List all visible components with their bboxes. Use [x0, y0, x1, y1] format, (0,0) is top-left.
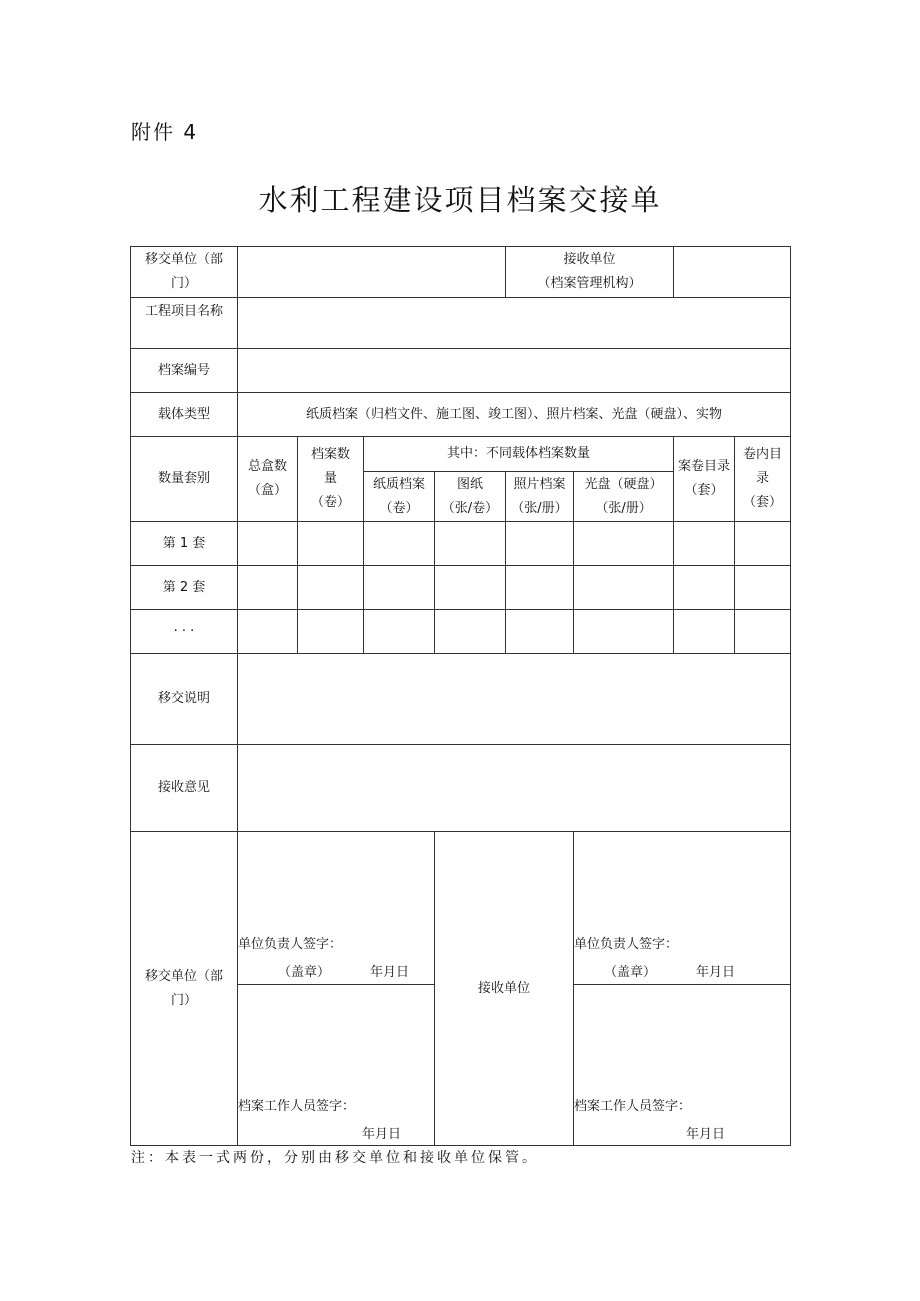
data-cell[interactable] — [298, 522, 364, 566]
receive-leader-sign-cell[interactable] — [574, 832, 791, 985]
project-name-field[interactable] — [238, 298, 791, 349]
signature-row-1 — [131, 832, 791, 985]
transfer-staff-date: 年月日 — [362, 1127, 402, 1142]
catalog-unit: （套） — [684, 483, 724, 498]
set-label: 第 1 套 — [131, 522, 238, 566]
archive-qty-unit: （卷） — [310, 495, 350, 510]
archive-no-field[interactable] — [238, 349, 791, 393]
transfer-leader-sign-cell[interactable] — [238, 832, 435, 985]
receive-opinion-row — [131, 745, 791, 832]
sign-transfer-unit-label: 移交单位（部门） — [131, 832, 238, 1146]
handover-form-table — [130, 246, 791, 1146]
archive-qty-header — [298, 437, 364, 522]
paper-header — [364, 472, 435, 522]
data-cell[interactable] — [238, 522, 298, 566]
data-cell[interactable] — [435, 566, 506, 610]
data-cell[interactable] — [364, 566, 435, 610]
carrier-header: 其中：不同载体档案数量 — [364, 437, 674, 472]
receive-unit-label-cell — [506, 247, 674, 298]
photo-header — [506, 472, 574, 522]
photo-unit: （张/册） — [511, 500, 568, 516]
transfer-leader-sign-label: 单位负责人签字： — [238, 937, 343, 952]
receive-opinion-field[interactable] — [238, 745, 791, 832]
receive-staff-sign-cell[interactable] — [574, 985, 791, 1146]
data-cell[interactable] — [435, 610, 506, 654]
receive-opinion-label: 接收意见 — [131, 745, 238, 832]
disc-header — [574, 472, 674, 522]
transfer-unit-field[interactable] — [238, 247, 506, 298]
table-row — [131, 522, 791, 566]
transfer-note-label: 移交说明 — [131, 654, 238, 745]
data-cell[interactable] — [364, 522, 435, 566]
total-box-unit: （盒） — [247, 483, 287, 498]
table-row — [131, 566, 791, 610]
receive-unit-label: 接收单位 — [563, 252, 616, 267]
footnote: 注：本表一式两份，分别由移交单位和接收单位保管。 — [131, 1150, 539, 1166]
data-cell[interactable] — [735, 566, 791, 610]
archive-no-row — [131, 349, 791, 393]
receive-seal-text: （盖章） — [604, 965, 657, 980]
disc-unit: （张/册） — [595, 500, 652, 516]
catalog-header — [674, 437, 735, 522]
transfer-staff-sign-cell[interactable] — [238, 985, 435, 1146]
data-cell[interactable] — [435, 522, 506, 566]
transfer-unit-label: 移交单位（部门） — [131, 247, 238, 298]
data-cell[interactable] — [574, 610, 674, 654]
transfer-leader-date: 年月日 — [370, 965, 410, 980]
carrier-type-label: 载体类型 — [131, 393, 238, 437]
transfer-seal-text: （盖章） — [278, 965, 331, 980]
receive-staff-date: 年月日 — [686, 1127, 726, 1142]
carrier-type-value: 纸质档案（归档文件、施工图、竣工图）、照片档案、光盘（硬盘）、实物 — [238, 393, 791, 437]
receive-leader-sign-label: 单位负责人签字： — [574, 937, 679, 952]
carrier-type-row — [131, 393, 791, 437]
data-cell[interactable] — [364, 610, 435, 654]
set-label: 第 2 套 — [131, 566, 238, 610]
transfer-row — [131, 247, 791, 298]
inner-catalog-text: 卷内目录 — [743, 447, 783, 486]
paper-unit: （卷） — [379, 500, 419, 516]
project-name-row — [131, 298, 791, 349]
data-cell[interactable] — [298, 610, 364, 654]
project-name-label: 工程项目名称 — [131, 298, 238, 349]
transfer-staff-sign-label: 档案工作人员签字： — [238, 1099, 356, 1114]
archive-no-label: 档案编号 — [131, 349, 238, 393]
catalog-text: 案卷目录 — [678, 459, 731, 474]
page-title: 水利工程建设项目档案交接单 — [258, 183, 662, 217]
drawing-unit: （张/卷） — [441, 500, 499, 516]
data-cell[interactable] — [674, 566, 735, 610]
set-label: · · · — [131, 610, 238, 654]
data-cell[interactable] — [674, 522, 735, 566]
receive-leader-date: 年月日 — [696, 965, 736, 980]
total-box-header — [238, 437, 298, 522]
transfer-note-field[interactable] — [238, 654, 791, 745]
archive-qty-text: 档案数量 — [310, 447, 350, 486]
quantity-label: 数量套别 — [131, 437, 238, 522]
total-box-text: 总盒数 — [247, 459, 287, 474]
receive-unit-sub: （档案管理机构） — [537, 276, 642, 291]
data-cell[interactable] — [735, 522, 791, 566]
disc-text: 光盘（硬盘） — [584, 476, 663, 492]
data-cell[interactable] — [506, 566, 574, 610]
data-cell[interactable] — [574, 566, 674, 610]
photo-text: 照片档案 — [513, 476, 566, 492]
attachment-label: 附件 4 — [131, 120, 199, 144]
sign-receive-unit-label: 接收单位 — [435, 832, 574, 1146]
table-row — [131, 610, 791, 654]
data-cell[interactable] — [735, 610, 791, 654]
inner-catalog-unit: （套） — [743, 495, 783, 510]
data-cell[interactable] — [238, 610, 298, 654]
data-cell[interactable] — [238, 566, 298, 610]
data-cell[interactable] — [298, 566, 364, 610]
receive-staff-sign-label: 档案工作人员签字： — [574, 1099, 692, 1114]
receive-unit-field[interactable] — [674, 247, 791, 298]
data-cell[interactable] — [506, 522, 574, 566]
inner-catalog-header — [735, 437, 791, 522]
transfer-note-row — [131, 654, 791, 745]
data-cell[interactable] — [674, 610, 735, 654]
paper-text: 纸质档案 — [372, 476, 425, 492]
data-cell[interactable] — [574, 522, 674, 566]
quantity-header-row-1 — [131, 437, 791, 472]
drawing-header — [435, 472, 506, 522]
data-cell[interactable] — [506, 610, 574, 654]
drawing-text: 图纸 — [456, 476, 483, 492]
